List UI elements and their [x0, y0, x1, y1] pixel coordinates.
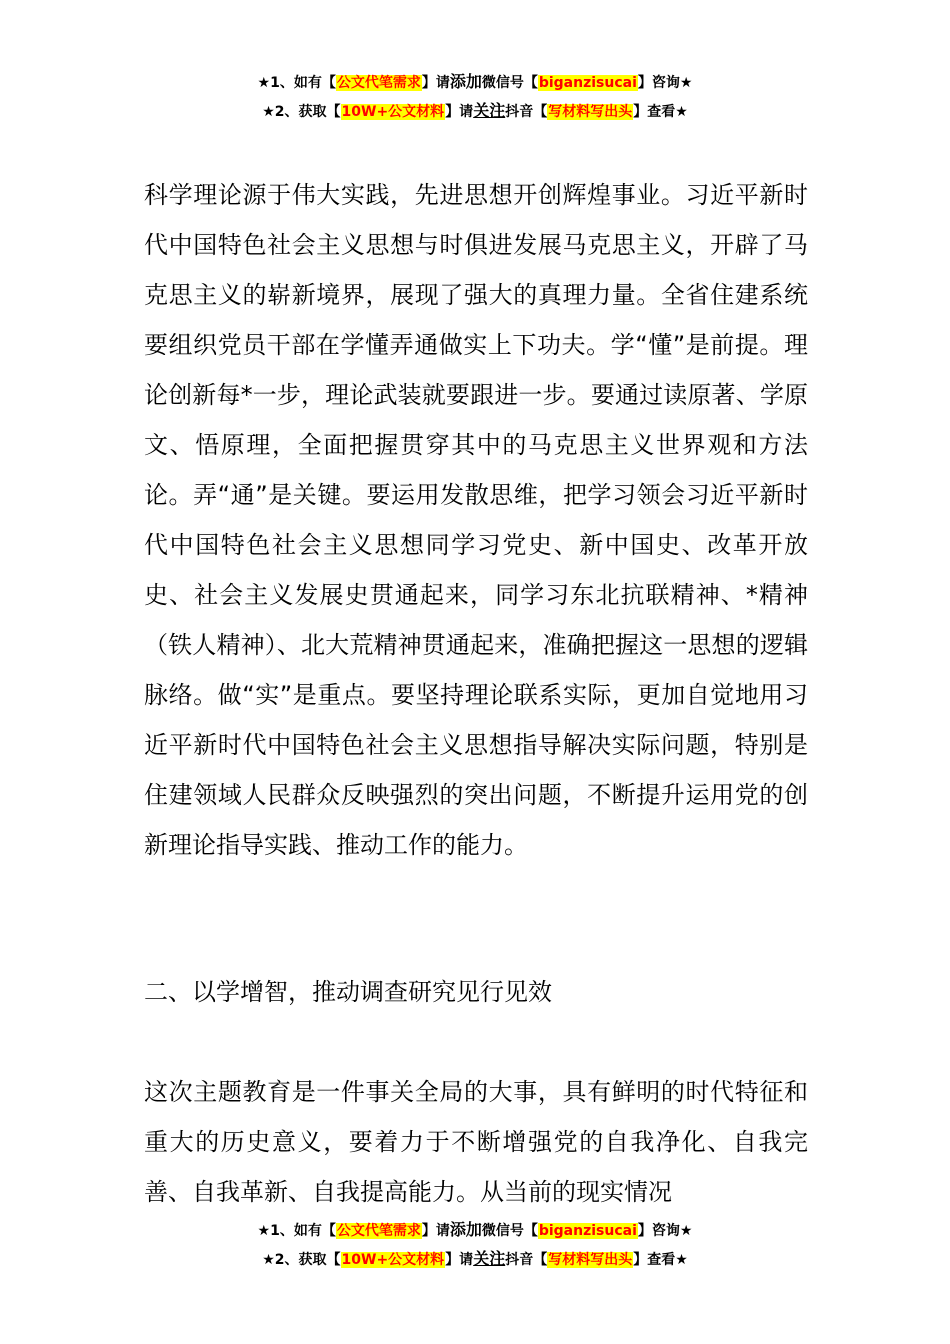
banner-text: 抖音【	[505, 104, 548, 120]
banner-text: 】查看	[633, 1252, 676, 1268]
banner-text: 】请	[421, 1223, 450, 1239]
banner-text: 微信号【	[481, 75, 538, 91]
banner-line-1	[0, 68, 950, 97]
header-banner	[0, 68, 950, 126]
banner-text: 微信号【	[481, 1223, 538, 1239]
banner-text: 2、获取【	[274, 1252, 341, 1268]
banner-text: 1、如有【	[270, 1223, 336, 1239]
highlight-text: 公文代笔需求	[336, 1223, 421, 1239]
highlight-text: 10W+公文材料	[341, 104, 445, 120]
banner-text: 1、如有【	[270, 75, 336, 91]
emphasis-text: 关注	[473, 1249, 506, 1268]
emphasis-text: 添加	[449, 72, 482, 91]
banner-text: 】请	[421, 75, 450, 91]
star-icon: ★	[679, 1223, 693, 1239]
banner-text: 抖音【	[505, 1252, 548, 1268]
emphasis-text: 添加	[449, 1220, 482, 1239]
banner-line-2	[0, 1245, 950, 1274]
footer-banner	[0, 1216, 950, 1274]
banner-text: 】请	[445, 1252, 474, 1268]
body-paragraph-1: 科学理论源于伟大实践，先进思想开创辉煌事业。习近平新时代中国特色社会主义思想与时俱进发展马克思主义，开辟了马克思主义的崭新境界，展现了强大的真理力量。全省住建系统要组织党员干部在学懂弄通做实上下功夫。学“懂”是前提。理论创新每*一步，理论武装就要跟进一步。要通过读原著、学原文、悟原理，全面把握贯穿其中的马克思主义世界观和方法论。弄“通”是关键。要运用发散思维，把学习领会习近平新时代中国特色社会主义思想同学习党史、新中国史、改革开放史、社会主义发展史贯通起来，同学习东北抗联精神、*精神（铁人精神）、北大荒精神贯通起来，准确把握这一思想的逻辑脉络。做“实”是重点。要坚持理论联系实际，更加自觉地用习近平新时代中国特色社会主义思想指导解决实际问题，特别是住建领域人民群众反映强烈的突出问题，不断提升运用党的创新理论指导实践、推动工作的能力。	[144, 181, 808, 859]
banner-line-1	[0, 1216, 950, 1245]
emphasis-text: 关注	[473, 101, 506, 120]
banner-line-2	[0, 97, 950, 126]
highlight-text: 公文代笔需求	[336, 75, 421, 91]
star-icon: ★	[675, 1252, 688, 1268]
douyin-account: 写材料写出头	[548, 1252, 633, 1268]
banner-text: 】查看	[633, 104, 676, 120]
banner-text: 】咨询	[637, 75, 680, 91]
body-paragraph-2: 这次主题教育是一件事关全局的大事，具有鲜明的时代特征和重大的历史意义，要着力于不断增强党的自我净化、自我完善、自我革新、自我提高能力。从当前的现实情况	[144, 1078, 808, 1206]
douyin-account: 写材料写出头	[548, 104, 633, 120]
star-icon: ★	[257, 1223, 271, 1239]
wechat-id: biganzisucai	[538, 1223, 637, 1239]
star-icon: ★	[262, 104, 275, 120]
banner-text: 】咨询	[637, 1223, 680, 1239]
highlight-text: 10W+公文材料	[341, 1252, 445, 1268]
star-icon: ★	[679, 75, 693, 91]
wechat-id: biganzisucai	[538, 75, 637, 91]
banner-text: 】请	[445, 104, 474, 120]
star-icon: ★	[262, 1252, 275, 1268]
star-icon: ★	[675, 104, 688, 120]
banner-text: 2、获取【	[274, 104, 341, 120]
star-icon: ★	[257, 75, 271, 91]
section-heading-2: 二、以学增智，推动调查研究见行见效	[144, 978, 552, 1006]
